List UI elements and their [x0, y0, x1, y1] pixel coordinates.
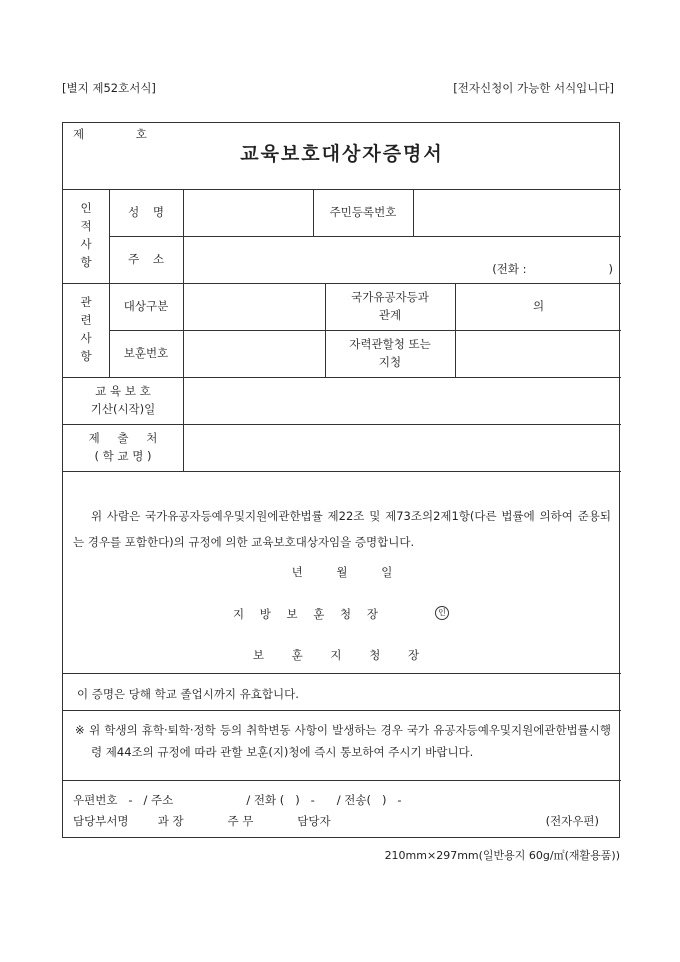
- rrn-field[interactable]: [414, 189, 621, 236]
- certificate-number-label: 제 호: [73, 127, 171, 141]
- office-label: 자력관할청 또는 지청: [349, 336, 431, 369]
- relation-label: 국가유공자등과 관계: [351, 289, 429, 322]
- branch-office-head: 보 훈 지 청 장: [252, 648, 432, 662]
- veteran-number-label: 보훈번호: [123, 346, 169, 361]
- certification-statement: 위 사람은 국가유공자등예우및지원에관한법률 제22조 및 제73조의2제1항(다른 법률에 의하여 준용되는 경우를 포함한다)의 규정에 의한 교육보호대상자임을 증명합니다.: [73, 509, 611, 549]
- divider: [63, 780, 621, 781]
- rrn-label: 주민등록번호: [329, 205, 397, 220]
- postal-label: (전자우편): [545, 814, 599, 828]
- name-field[interactable]: [184, 189, 313, 236]
- divider: [63, 710, 621, 711]
- divider: [63, 471, 621, 472]
- address-label: 주 소: [128, 252, 164, 267]
- name-label: 성 명: [128, 205, 164, 220]
- school-name-field[interactable]: [184, 424, 621, 471]
- issue-date: 년 월 일: [291, 565, 393, 579]
- personal-section-label: 인적 사항: [80, 201, 92, 269]
- veteran-number-field[interactable]: [184, 330, 325, 377]
- regional-office-head: 지 방 보 훈 청 장: [233, 607, 384, 621]
- education-start-field[interactable]: [184, 377, 621, 424]
- category-label: 대상구분: [123, 299, 169, 314]
- notice-text: ※ 위 학생의 휴학·퇴학·정학 등의 취학변동 사항이 발생하는 경우 국가 유공자등예우및지원에관한법률시행령 제44조의 규정에 따라 관할 보훈(지)청에 즉시 통보하여 주시기 바랍니다.: [75, 723, 611, 759]
- paper-spec: 210mm×297mm(일반용지 60g/㎡(재활용품)): [384, 849, 620, 862]
- certificate-title: 교육보호대상자증명서: [240, 143, 444, 165]
- relation-field[interactable]: 의: [532, 299, 545, 314]
- education-start-label: 교 육 보 호 기산(시작)일: [90, 383, 156, 416]
- form-number: [별지 제52호서식]: [62, 81, 156, 95]
- phone-label: (전화 : ): [492, 262, 613, 276]
- divider: [63, 673, 621, 674]
- school-name-label: 제 출 처 ( 학 교 명 ): [88, 430, 158, 463]
- contact-line: 우편번호 - / 주소 / 전화 ( ) - / 전송( ) -: [73, 793, 402, 807]
- category-field[interactable]: [184, 283, 325, 330]
- electronic-application-note: [전자신청이 가능한 서식입니다]: [453, 81, 614, 95]
- related-section-label: 관련 사항: [80, 295, 92, 363]
- staff-line: 담당부서명 과 장 주 무 담당자: [73, 814, 331, 828]
- validity-note: 이 증명은 당해 학교 졸업시까지 유효합니다.: [77, 687, 299, 701]
- office-field[interactable]: [456, 330, 621, 377]
- certificate-form: [62, 122, 620, 838]
- seal-icon: 인: [435, 606, 449, 620]
